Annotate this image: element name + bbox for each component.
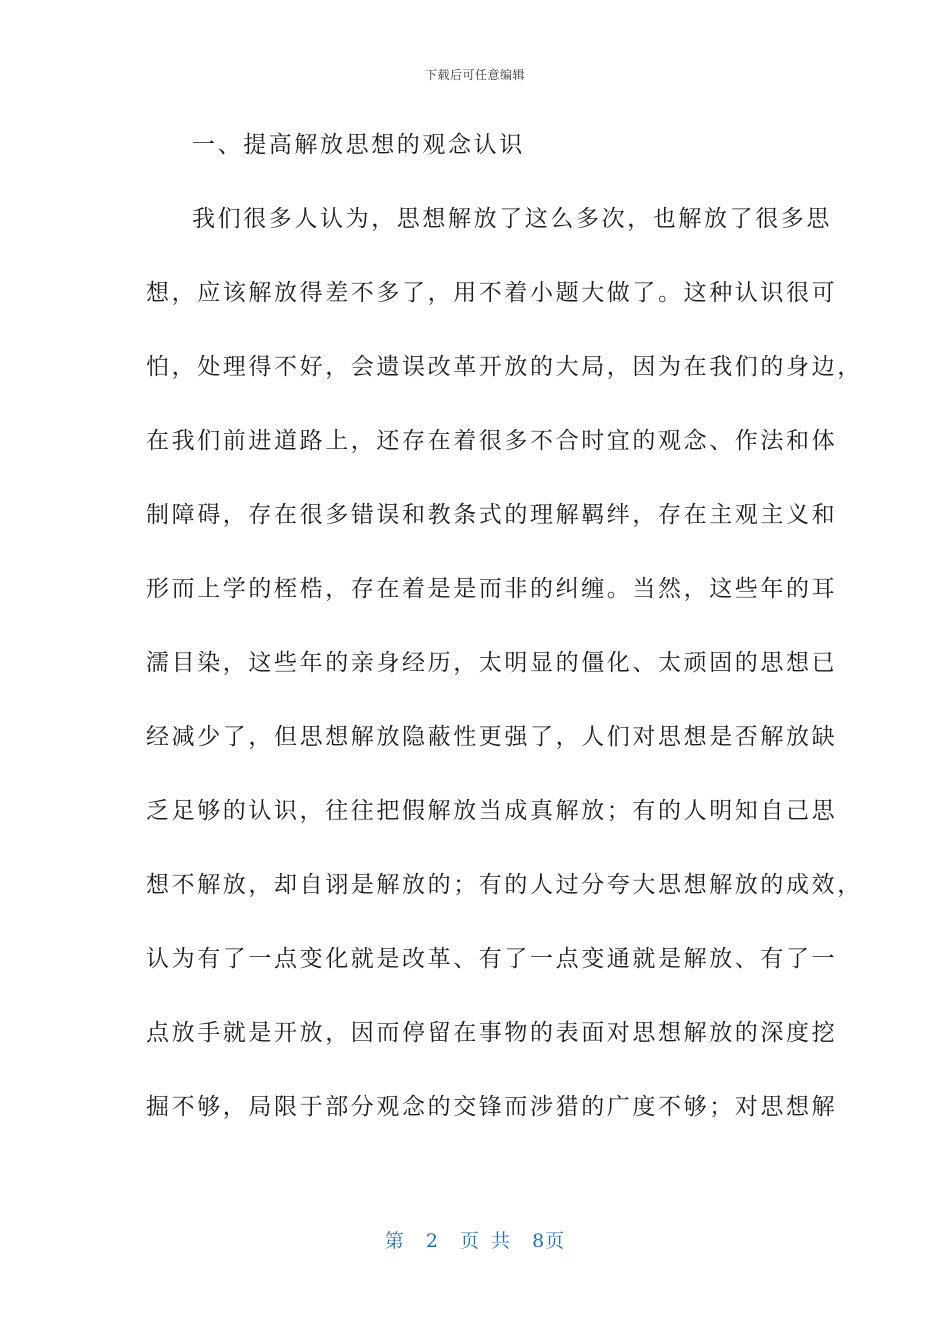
current-page-number: 2 [425, 1230, 439, 1252]
page-label-middle: 页 共 [460, 1230, 512, 1252]
page-header: 下载后可任意编辑 [424, 68, 525, 82]
paragraph-line: 掘不够，局限于部分观念的交锋而涉猎的广度不够；对思想解 [146, 1094, 838, 1120]
paragraph-line: 濡目染，这些年的亲身经历，太明显的僵化、太顽固的思想已 [146, 650, 838, 676]
paragraph-line: 制障碍，存在很多错误和教条式的理解羁绊，存在主观主义和 [146, 502, 838, 528]
paragraph-line: 想不解放，却自诩是解放的；有的人过分夸大思想解放的成效， [146, 872, 863, 898]
page-label-prefix: 第 [384, 1230, 405, 1252]
paragraph-line: 认为有了一点变化就是改革、有了一点变通就是解放、有了一 [146, 946, 838, 972]
paragraph-line: 乏足够的认识，往往把假解放当成真解放；有的人明知自己思 [146, 798, 838, 824]
document-body [146, 125, 863, 1161]
paragraph-line: 想，应该解放得差不多了，用不着小题大做了。这种认识很可 [146, 280, 838, 306]
paragraph-line: 在我们前进道路上，还存在着很多不合时宜的观念、作法和体 [146, 428, 838, 454]
paragraph-line: 形而上学的桎梏，存在着是是而非的纠缠。当然，这些年的耳 [146, 576, 838, 602]
paragraph-line: 怕，处理得不好，会遗误改革开放的大局，因为在我们的身边， [146, 354, 863, 380]
page-footer [0, 1226, 950, 1253]
paragraph-line: 经减少了，但思想解放隐蔽性更强了，人们对思想是否解放缺 [146, 724, 838, 750]
total-pages: 8页 [532, 1230, 566, 1252]
paragraph-line: 点放手就是开放，因而停留在事物的表面对思想解放的深度挖 [146, 1020, 838, 1046]
section-heading: 一、提高解放思想的观念认识 [192, 132, 525, 158]
paragraph-line: 我们很多人认为，思想解放了这么多次，也解放了很多思 [192, 206, 832, 232]
